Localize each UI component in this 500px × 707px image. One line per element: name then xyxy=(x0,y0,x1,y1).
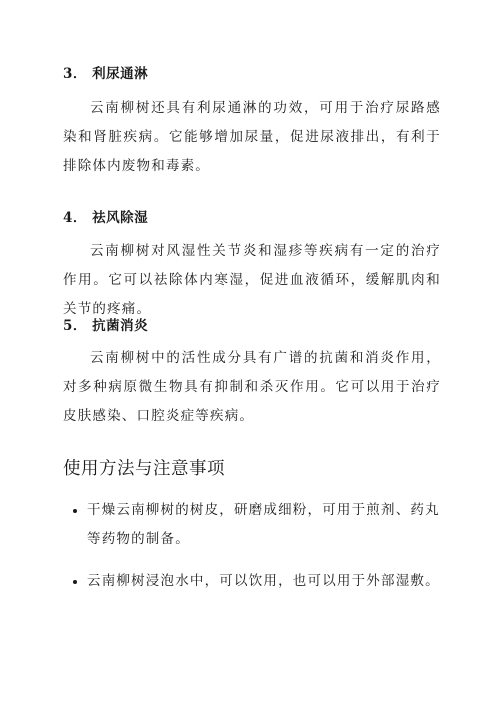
section-paragraph-4: 云南柳树对风湿性关节炎和湿疹等疾病有一定的治疗作用。它可以祛除体内寒湿，促进血液循环，缓解肌肉和关节的疼痛。 xyxy=(63,243,441,317)
section-paragraph-3: 云南柳树还具有利尿通淋的功效，可用于治疗尿路感染和肾脏疾病。它能够增加尿量，促进尿液排出，有利于排除体内废物和毒素。 xyxy=(63,100,441,174)
section-heading-3: 3． 利尿通淋 xyxy=(63,66,149,82)
usage-list xyxy=(63,496,441,609)
list-item xyxy=(63,567,441,596)
list-item xyxy=(63,496,441,554)
section-heading-5: 5． 抗菌消炎 xyxy=(63,318,149,334)
usage-title: 使用方法与注意事项 xyxy=(63,459,225,479)
list-item-text: 干燥云南柳树的树皮，研磨成细粉，可用于煎剂、药丸等药物的制备。 xyxy=(87,502,440,547)
bullet-icon xyxy=(73,509,77,513)
bullet-icon xyxy=(73,580,77,584)
list-item-text: 云南柳树浸泡水中，可以饮用，也可以用于外部湿敷。 xyxy=(87,573,440,589)
section-paragraph-5: 云南柳树中的活性成分具有广谱的抗菌和消炎作用，对多种病原微生物具有抑制和杀灭作用。它可以用于治疗皮肤感染、口腔炎症等疾病。 xyxy=(63,350,441,424)
section-heading-4: 4． 祛风除湿 xyxy=(63,210,149,226)
